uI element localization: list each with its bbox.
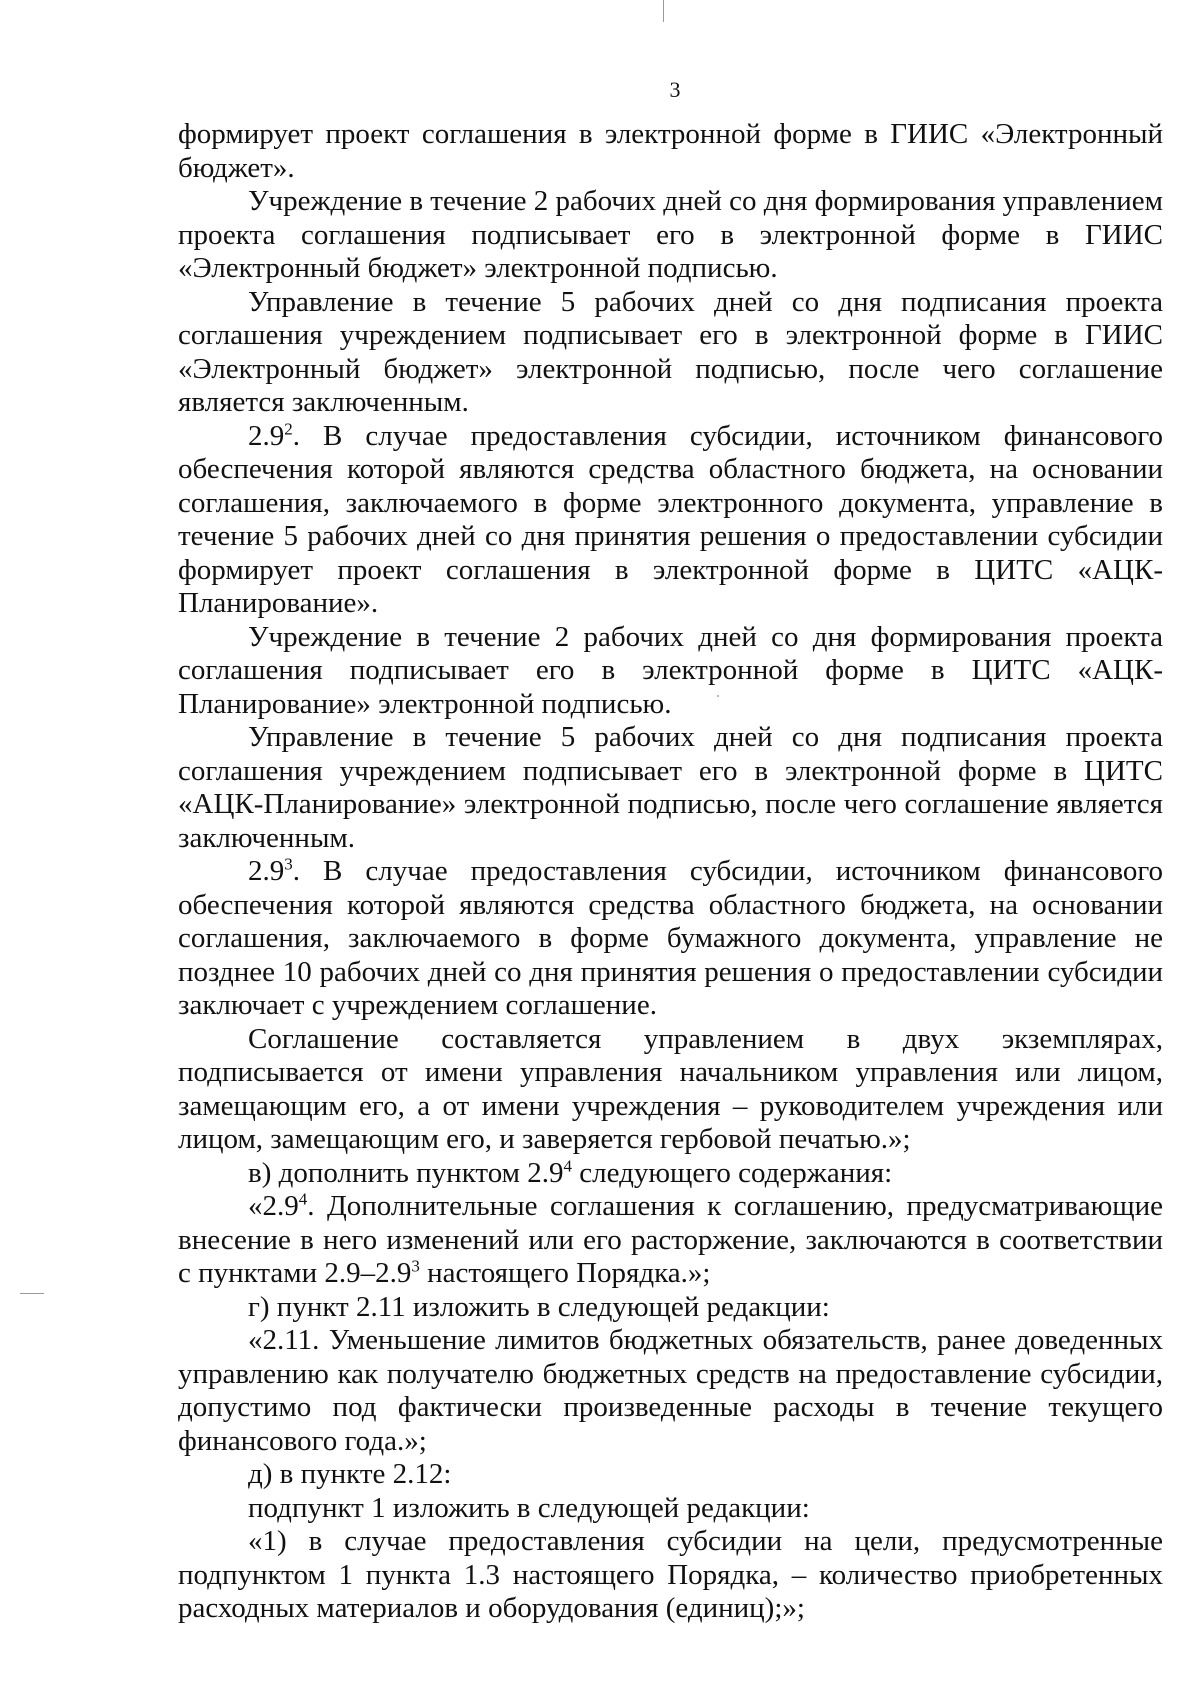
paragraph-text: в) дополнить пунктом 2.9 — [248, 1156, 564, 1189]
document-body — [178, 118, 1163, 1626]
paragraph — [178, 420, 1163, 621]
scan-artifact-line — [663, 0, 664, 22]
paragraph — [178, 855, 1163, 1023]
paragraph-text: 2.9 — [248, 855, 285, 887]
superscript: 3 — [411, 1256, 420, 1276]
paragraph: г) пункт 2.11 изложить в следующей редакции: — [248, 1290, 830, 1323]
paragraph: Учреждение в течение 2 рабочих дней со дня формирования проекта соглашения подписывает его в электронной форме в ЦИТС «АЦК-Планирование» электронной подписью. — [178, 620, 1163, 720]
paragraph: подпункт 1 изложить в следующей редакции: — [248, 1491, 810, 1524]
paragraph-text: . В случае предоставления субсидии, источником финансового обеспечения которой являются средства областного бюджета, на основании соглашения, заключаемого в форме бумажного документа, управление не позднее 10 рабочих дней со дня принятия решения о предоставлении субсидии заключает с учреждением соглашение. — [178, 855, 1163, 1021]
paragraph: «1) в случае предоставления субсидии на цели, предусмотренные подпунктом 1 пункта 1.3 настоящего Порядка, – количество приобретенных расходных материалов и оборудования (единиц);»; — [178, 1525, 1163, 1624]
paragraph: Управление в течение 5 рабочих дней со дня подписания проекта соглашения учреждением подписывает его в электронной форме в ГИИС «Электронный бюджет» электронной подписью, после чего соглашение является заключенным. — [178, 285, 1163, 418]
paragraph-text: «2.9 — [248, 1190, 299, 1222]
paragraph-text: настоящего Порядка.»; — [419, 1257, 711, 1289]
superscript: 3 — [284, 854, 293, 874]
paragraph: д) в пункте 2.12: — [248, 1458, 452, 1490]
paragraph — [178, 1190, 1163, 1291]
paragraph-text: . Дополнительные соглашения к соглашению, предусматривающие внесение в него изменений или его расторжение, заключаются в соответствии с пунктами 2.9–2.9 — [178, 1190, 1163, 1289]
paragraph-text: 2.9 — [248, 419, 285, 452]
page-number: 3 — [669, 77, 681, 102]
paragraph: Управление в течение 5 рабочих дней со дня подписания проекта соглашения учреждением подписывает его в электронной форме в ЦИТС «АЦК-Планирование» электронной подписью, после чего соглашение является заключенным. — [178, 721, 1163, 854]
paragraph: формирует проект соглашения в электронной форме в ГИИС «Электронный бюджет». — [178, 118, 1163, 184]
superscript: 2 — [284, 418, 293, 438]
paragraph: Соглашение составляется управлением в двух экземплярах, подписывается от имени управления начальником управления или лицом, замещающим его, а от имени учреждения – руководителем учреждения или лицом, замещающим его, и заверяется гербовой печатью.»; — [178, 1022, 1163, 1155]
scan-artifact-line — [20, 1293, 44, 1294]
paragraph: Учреждение в течение 2 рабочих дней со дня формирования управлением проекта соглашения подписывает его в электронной форме в ГИИС «Электронный бюджет» электронной подписью. — [178, 185, 1163, 284]
paragraph-text: следующего содержания: — [572, 1156, 893, 1189]
paragraph-text: . В случае предоставления субсидии, источником финансового обеспечения которой являются средства областного бюджета, на основании соглашения, заключаемого в форме электронного документа, управление в течение 5 рабочих дней со дня принятия решения о предоставлении субсидии формирует проект соглашения в электронной форме в ЦИТС «АЦК-Планирование». — [178, 419, 1163, 619]
superscript: 4 — [563, 1155, 572, 1175]
paragraph — [178, 1157, 1163, 1191]
superscript: 4 — [298, 1189, 308, 1209]
paragraph: «2.11. Уменьшение лимитов бюджетных обязательств, ранее доведенных управлению как получателю бюджетных средств на предоставление субсидии, допустимо под фактически произведенные расходы в течение текущего финансового года.»; — [178, 1324, 1163, 1457]
